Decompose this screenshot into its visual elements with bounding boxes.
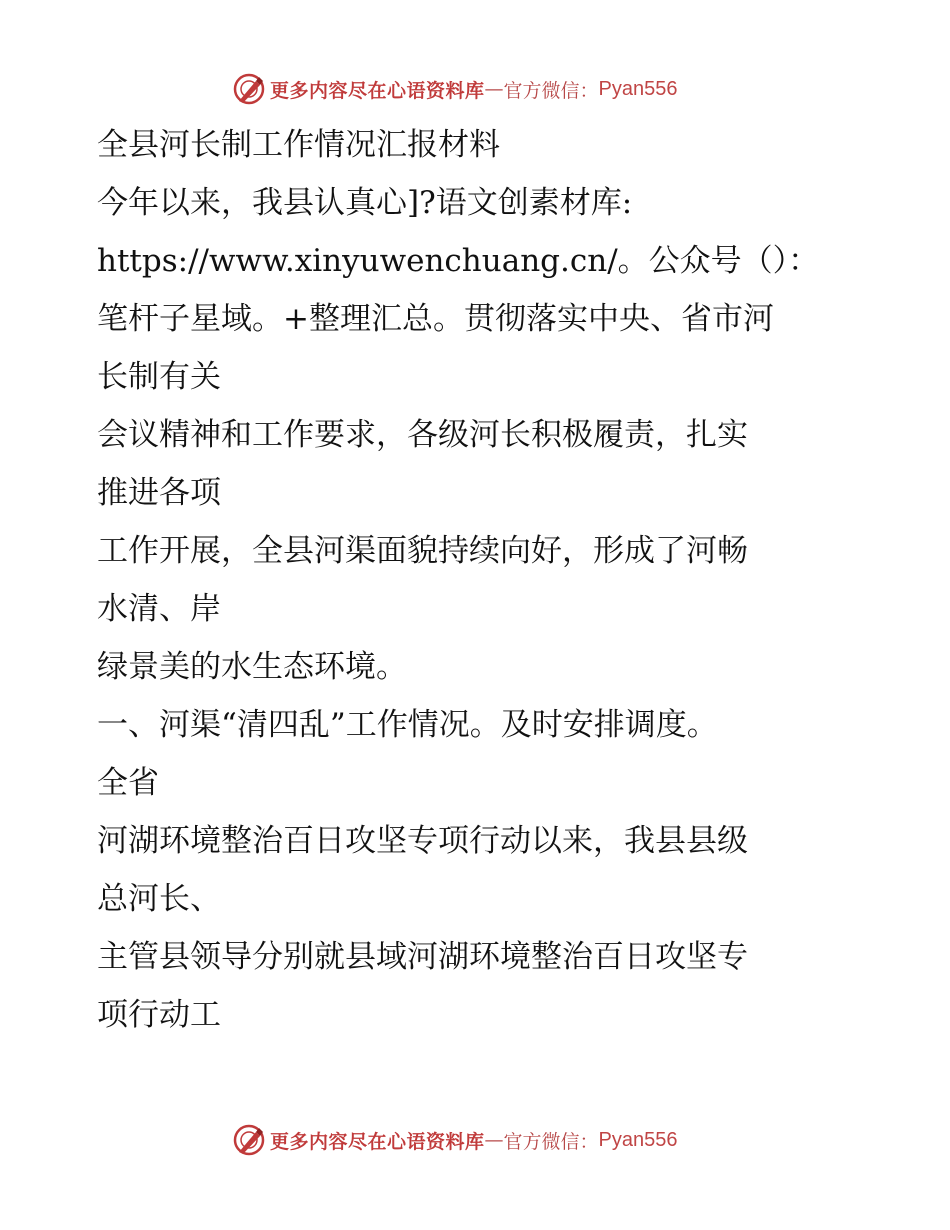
document-line: 总河长、 bbox=[97, 881, 221, 917]
watermark-dash: — bbox=[484, 78, 504, 100]
document-line: 会议精神和工作要求，各级河长积极履责，扎实 bbox=[97, 417, 748, 453]
watermark-contact-label: 官方微信： bbox=[503, 1130, 599, 1153]
document-line: https://www.xinyuwenchuang.cn/。公众号（）： bbox=[97, 243, 820, 279]
document-body bbox=[97, 116, 857, 1044]
document-line: 长制有关 bbox=[97, 359, 221, 395]
document-line: 笔杆子星域。+整理汇总。贯彻落实中央、省市河 bbox=[97, 301, 774, 337]
watermark-footer bbox=[232, 1121, 712, 1159]
document-line: 项行动工 bbox=[97, 997, 221, 1033]
watermark-contact-label: 官方微信： bbox=[503, 79, 599, 102]
watermark-dash: — bbox=[484, 1129, 504, 1151]
document-line: 今年以来，我县认真心]?语文创素材库: bbox=[97, 185, 633, 221]
watermark-contact-id: Pyan556 bbox=[598, 77, 678, 100]
document-line: 河湖环境整治百日攻坚专项行动以来，我县县级 bbox=[97, 823, 748, 859]
document-line: 绿景美的水生态环境。 bbox=[97, 649, 407, 685]
watermark-contact-id: Pyan556 bbox=[598, 1128, 678, 1151]
document-line: 全省 bbox=[97, 765, 159, 801]
watermark-header bbox=[232, 70, 712, 108]
document-line: 水清、岸 bbox=[97, 591, 221, 627]
pen-logo-icon bbox=[232, 72, 266, 106]
document-line: 主管县领导分别就县域河湖环境整治百日攻坚专 bbox=[97, 939, 748, 975]
watermark-slogan: 更多内容尽在心语资料库 bbox=[270, 1130, 485, 1153]
pen-logo-icon bbox=[232, 1123, 266, 1157]
document-line: 推进各项 bbox=[97, 475, 221, 511]
document-line: 一、河渠“清四乱”工作情况。及时安排调度。 bbox=[97, 707, 718, 743]
document-line: 工作开展，全县河渠面貌持续向好，形成了河畅 bbox=[97, 533, 748, 569]
watermark-slogan: 更多内容尽在心语资料库 bbox=[270, 79, 485, 102]
document-line: 全县河长制工作情况汇报材料 bbox=[97, 127, 500, 163]
